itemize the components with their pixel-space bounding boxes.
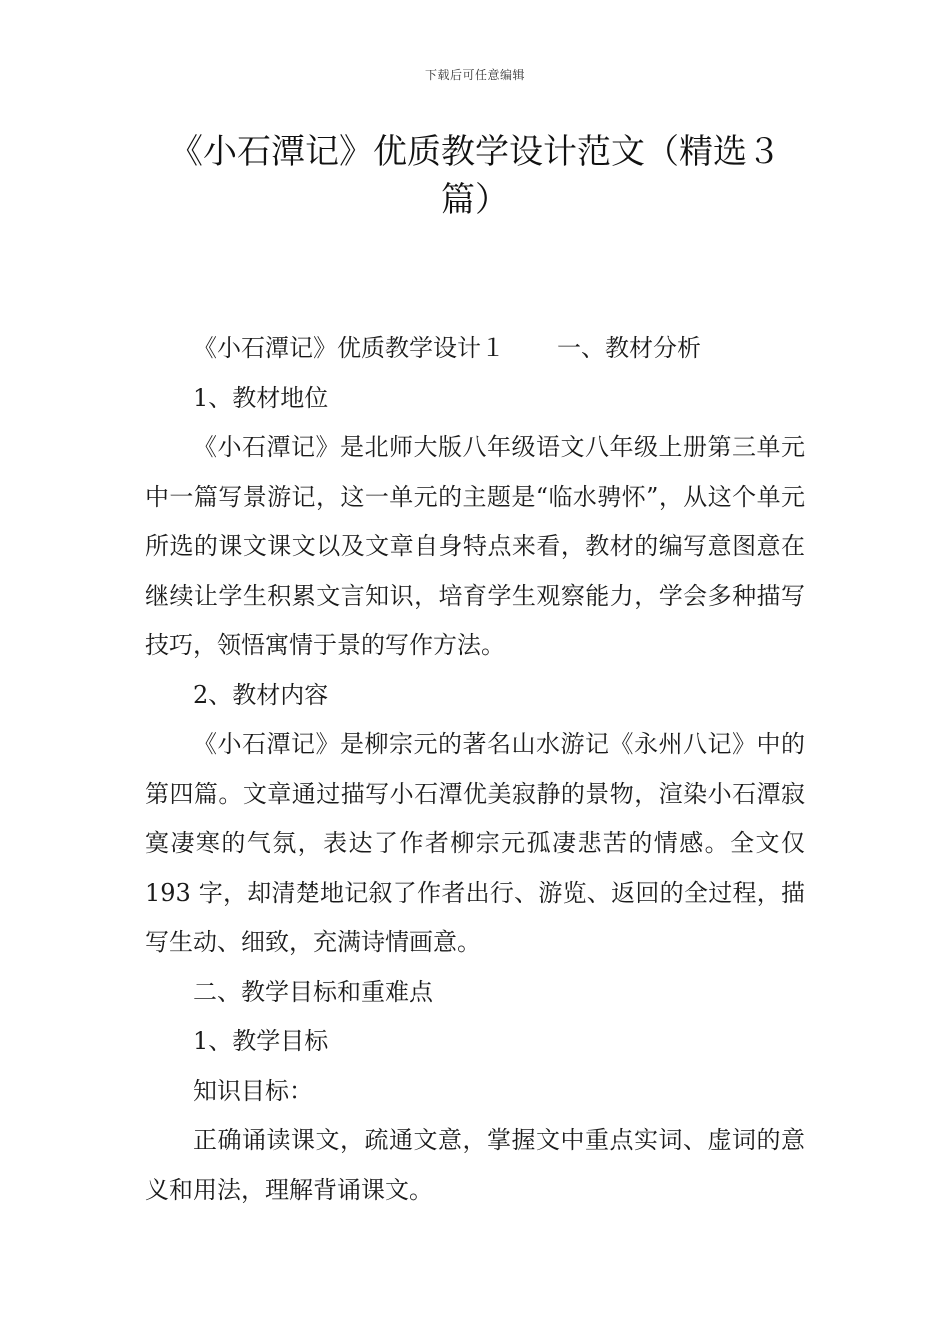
title-line-1: 《小石潭记》优质教学设计范文（精选３ (169, 132, 781, 172)
design-heading-line (145, 324, 805, 374)
design-heading: 《小石潭记》优质教学设计１ (193, 334, 505, 362)
item-1-paragraph: 《小石潭记》是北师大版八年级语文八年级上册第三单元中一篇写景游记，这一单元的主题是“临水骋怀”，从这个单元所选的课文课文以及文章自身特点来看，教材的编写意图意在继续让学生积累文言知识，培育学生观察能力，学会多种描写技巧，领悟寓情于景的写作方法。 (145, 433, 805, 659)
item-2-paragraph: 《小石潭记》是柳宗元的著名山水游记《永州八记》中的第四篇。文章通过描写小石潭优美寂静的景物，渲染小石潭寂寞凄寒的气氛，表达了作者柳宗元孤凄悲苦的情感。全文仅 193 字，却清楚地记叙了作者出行、游览、返回的全过程，描写生动、细致，充满诗情画意。 (145, 730, 805, 956)
knowledge-goal-paragraph: 正确诵读课文，疏通文意，掌握文中重点实词、虚词的意义和用法，理解背诵课文。 (145, 1126, 805, 1204)
knowledge-goal-label: 知识目标： (193, 1076, 313, 1105)
section-2-heading: 二、教学目标和重难点 (193, 977, 433, 1006)
header-note: 下载后可任意编辑 (424, 68, 525, 82)
section-1-heading: 一、教材分析 (557, 334, 701, 362)
goal-1-heading: 1、教学目标 (193, 1027, 329, 1055)
title-line-2: 篇） (441, 180, 509, 220)
document-body (145, 324, 805, 1215)
item-2-heading: 2、教材内容 (193, 680, 329, 709)
item-1-heading: 1、教材地位 (193, 383, 329, 412)
document-title (145, 128, 805, 224)
